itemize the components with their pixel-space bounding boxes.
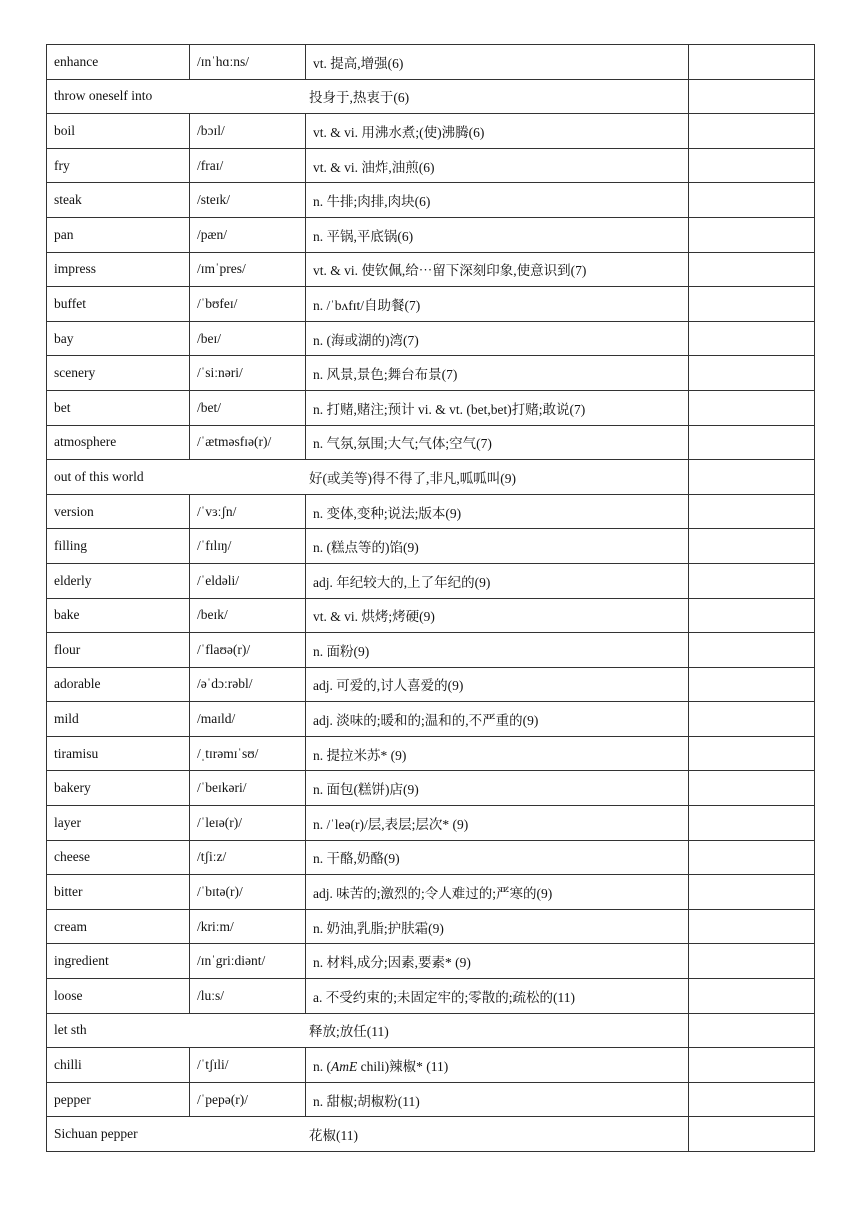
pronunciation-cell: /ˈpepə(r)/: [190, 1082, 306, 1117]
table-row: [47, 321, 815, 356]
definition-cell: n. 甜椒;胡椒粉(11): [306, 1082, 689, 1117]
blank-cell: [689, 944, 815, 979]
blank-cell: [689, 79, 815, 114]
word-cell: scenery: [47, 356, 190, 391]
table-row: [47, 1117, 815, 1152]
table-row: [47, 909, 815, 944]
table-row: [47, 45, 815, 80]
word-cell: boil: [47, 114, 190, 149]
definition-cell: vt. & vi. 用沸水煮;(使)沸腾(6): [306, 114, 689, 149]
word-cell: loose: [47, 979, 190, 1014]
blank-cell: [689, 390, 815, 425]
pronunciation-cell: /ɪnˈhɑːns/: [190, 45, 306, 80]
word-cell: mild: [47, 702, 190, 737]
phrase-definition: 投身于,热衷于(6): [309, 90, 410, 106]
table-row: [47, 563, 815, 598]
blank-cell: [689, 702, 815, 737]
table-row: [47, 633, 815, 668]
word-cell: pan: [47, 217, 190, 252]
phrase-definition: 花椒(11): [309, 1128, 358, 1144]
word-cell: bitter: [47, 875, 190, 910]
word-cell: bet: [47, 390, 190, 425]
pronunciation-cell: /əˈdɔːrəbl/: [190, 667, 306, 702]
table-row: [47, 979, 815, 1014]
table-row: [47, 598, 815, 633]
blank-cell: [689, 217, 815, 252]
pronunciation-cell: /ˈbʊfeɪ/: [190, 287, 306, 322]
blank-cell: [689, 875, 815, 910]
word-cell: cheese: [47, 840, 190, 875]
blank-cell: [689, 1013, 815, 1048]
word-cell: flour: [47, 633, 190, 668]
definition-cell: n. 面包(糕饼)店(9): [306, 771, 689, 806]
word-cell: steak: [47, 183, 190, 218]
word-cell: tiramisu: [47, 736, 190, 771]
phrase-cell: [47, 1013, 689, 1048]
pronunciation-cell: /ˌtɪrəmɪˈsʊ/: [190, 736, 306, 771]
table-row: [47, 252, 815, 287]
blank-cell: [689, 840, 815, 875]
blank-cell: [689, 806, 815, 841]
definition-cell: a. 不受约束的;未固定牢的;零散的;疏松的(11): [306, 979, 689, 1014]
definition-cell: n. 气氛,氛围;大气;气体;空气(7): [306, 425, 689, 460]
table-row: [47, 529, 815, 564]
definition-cell: n. /ˈleə(r)/层,表层;层次* (9): [306, 806, 689, 841]
pronunciation-cell: /ɪmˈpres/: [190, 252, 306, 287]
blank-cell: [689, 356, 815, 391]
definition-cell: n. 牛排;肉排,肉块(6): [306, 183, 689, 218]
definition-cell: adj. 可爱的,讨人喜爱的(9): [306, 667, 689, 702]
definition-cell: n. 材料,成分;因素,要素* (9): [306, 944, 689, 979]
table-row: [47, 148, 815, 183]
definition-cell: adj. 味苦的;激烈的;令人难过的;严寒的(9): [306, 875, 689, 910]
word-cell: elderly: [47, 563, 190, 598]
table-row: [47, 702, 815, 737]
phrase-definition: 好(或美等)得不得了,非凡,呱呱叫(9): [309, 470, 516, 486]
blank-cell: [689, 321, 815, 356]
table-row: [47, 494, 815, 529]
table-row: [47, 114, 815, 149]
word-cell: ingredient: [47, 944, 190, 979]
word-cell: impress: [47, 252, 190, 287]
pronunciation-cell: /ɪnˈgriːdiənt/: [190, 944, 306, 979]
pronunciation-cell: /ˈleɪə(r)/: [190, 806, 306, 841]
table-row: [47, 287, 815, 322]
word-cell: enhance: [47, 45, 190, 80]
blank-cell: [689, 494, 815, 529]
phrase-text: out of this world: [54, 468, 144, 484]
word-cell: bake: [47, 598, 190, 633]
definition-cell: n. 风景,景色;舞台布景(7): [306, 356, 689, 391]
blank-cell: [689, 287, 815, 322]
pronunciation-cell: /ˈbeɪkəri/: [190, 771, 306, 806]
blank-cell: [689, 563, 815, 598]
blank-cell: [689, 114, 815, 149]
table-row: [47, 425, 815, 460]
blank-cell: [689, 529, 815, 564]
definition-cell: [306, 1048, 689, 1083]
table-row: [47, 390, 815, 425]
pronunciation-cell: /beɪ/: [190, 321, 306, 356]
blank-cell: [689, 771, 815, 806]
word-cell: adorable: [47, 667, 190, 702]
word-cell: fry: [47, 148, 190, 183]
definition-cell: n. (海或湖的)湾(7): [306, 321, 689, 356]
definition-cell: n. 打赌,赌注;预计 vi. & vt. (bet,bet)打赌;敢说(7): [306, 390, 689, 425]
pronunciation-cell: /beɪk/: [190, 598, 306, 633]
blank-cell: [689, 148, 815, 183]
table-row: [47, 1048, 815, 1083]
pronunciation-cell: /kriːm/: [190, 909, 306, 944]
definition-cell: vt. & vi. 油炸,油煎(6): [306, 148, 689, 183]
table-row: [47, 1082, 815, 1117]
pronunciation-cell: /luːs/: [190, 979, 306, 1014]
pronunciation-cell: /ˈætməsfɪə(r)/: [190, 425, 306, 460]
blank-cell: [689, 667, 815, 702]
vocabulary-table-body: [47, 45, 815, 1152]
definition-cell: adj. 淡味的;暖和的;温和的,不严重的(9): [306, 702, 689, 737]
definition-cell: n. 平锅,平底锅(6): [306, 217, 689, 252]
definition-cell: n. 变体,变种;说法;版本(9): [306, 494, 689, 529]
pronunciation-cell: /steɪk/: [190, 183, 306, 218]
table-row: [47, 736, 815, 771]
blank-cell: [689, 1082, 815, 1117]
phrase-cell: [47, 1117, 689, 1152]
table-row: [47, 1013, 815, 1048]
blank-cell: [689, 45, 815, 80]
word-cell: layer: [47, 806, 190, 841]
definition-cell: adj. 年纪较大的,上了年纪的(9): [306, 563, 689, 598]
pronunciation-cell: /tʃiːz/: [190, 840, 306, 875]
pronunciation-cell: /fraɪ/: [190, 148, 306, 183]
phrase-definition: 释放;放任(11): [309, 1024, 389, 1040]
table-row: [47, 875, 815, 910]
word-cell: cream: [47, 909, 190, 944]
definition-cell: n. 干酪,奶酪(9): [306, 840, 689, 875]
table-row: [47, 806, 815, 841]
pronunciation-cell: /ˈsiːnəri/: [190, 356, 306, 391]
definition-cell: vt. & vi. 使钦佩,给⋯留下深刻印象,使意识到(7): [306, 252, 689, 287]
table-row: [47, 667, 815, 702]
word-cell: bakery: [47, 771, 190, 806]
definition-cell: n. 提拉米苏* (9): [306, 736, 689, 771]
definition-cell: n. 面粉(9): [306, 633, 689, 668]
definition-cell: vt. & vi. 烘烤;烤硬(9): [306, 598, 689, 633]
blank-cell: [689, 183, 815, 218]
word-cell: filling: [47, 529, 190, 564]
pronunciation-cell: /ˈfɪlɪŋ/: [190, 529, 306, 564]
blank-cell: [689, 633, 815, 668]
blank-cell: [689, 1048, 815, 1083]
phrase-cell: [47, 79, 689, 114]
pronunciation-cell: /ˈbɪtə(r)/: [190, 875, 306, 910]
blank-cell: [689, 460, 815, 495]
definition-suffix: chili)辣椒* (11): [357, 1059, 449, 1075]
table-row: [47, 183, 815, 218]
phrase-text: throw oneself into: [54, 88, 153, 104]
pronunciation-cell: /ˈflaʊə(r)/: [190, 633, 306, 668]
phrase-text: let sth: [54, 1022, 87, 1038]
phrase-cell: [47, 460, 689, 495]
table-row: [47, 771, 815, 806]
blank-cell: [689, 1117, 815, 1152]
blank-cell: [689, 252, 815, 287]
definition-cell: n. (糕点等的)馅(9): [306, 529, 689, 564]
blank-cell: [689, 979, 815, 1014]
definition-cell: n. /ˈbʌfɪt/自助餐(7): [306, 287, 689, 322]
pronunciation-cell: /bɔɪl/: [190, 114, 306, 149]
word-cell: atmosphere: [47, 425, 190, 460]
pronunciation-cell: /ˈtʃɪli/: [190, 1048, 306, 1083]
pronunciation-cell: /pæn/: [190, 217, 306, 252]
pronunciation-cell: /maɪld/: [190, 702, 306, 737]
word-cell: bay: [47, 321, 190, 356]
table-row: [47, 356, 815, 391]
blank-cell: [689, 909, 815, 944]
vocabulary-table: [46, 44, 815, 1152]
table-row: [47, 79, 815, 114]
word-cell: pepper: [47, 1082, 190, 1117]
table-row: [47, 217, 815, 252]
blank-cell: [689, 425, 815, 460]
table-row: [47, 944, 815, 979]
table-row: [47, 460, 815, 495]
definition-variant-label: AmE: [331, 1059, 358, 1075]
phrase-text: Sichuan pepper: [54, 1126, 138, 1142]
blank-cell: [689, 736, 815, 771]
definition-cell: n. 奶油,乳脂;护肤霜(9): [306, 909, 689, 944]
definition-cell: vt. 提高,增强(6): [306, 45, 689, 80]
pronunciation-cell: /ˈvɜːʃn/: [190, 494, 306, 529]
blank-cell: [689, 598, 815, 633]
word-cell: chilli: [47, 1048, 190, 1083]
word-cell: version: [47, 494, 190, 529]
table-row: [47, 840, 815, 875]
word-cell: buffet: [47, 287, 190, 322]
definition-prefix: n. (: [313, 1059, 331, 1075]
pronunciation-cell: /bet/: [190, 390, 306, 425]
pronunciation-cell: /ˈeldəli/: [190, 563, 306, 598]
